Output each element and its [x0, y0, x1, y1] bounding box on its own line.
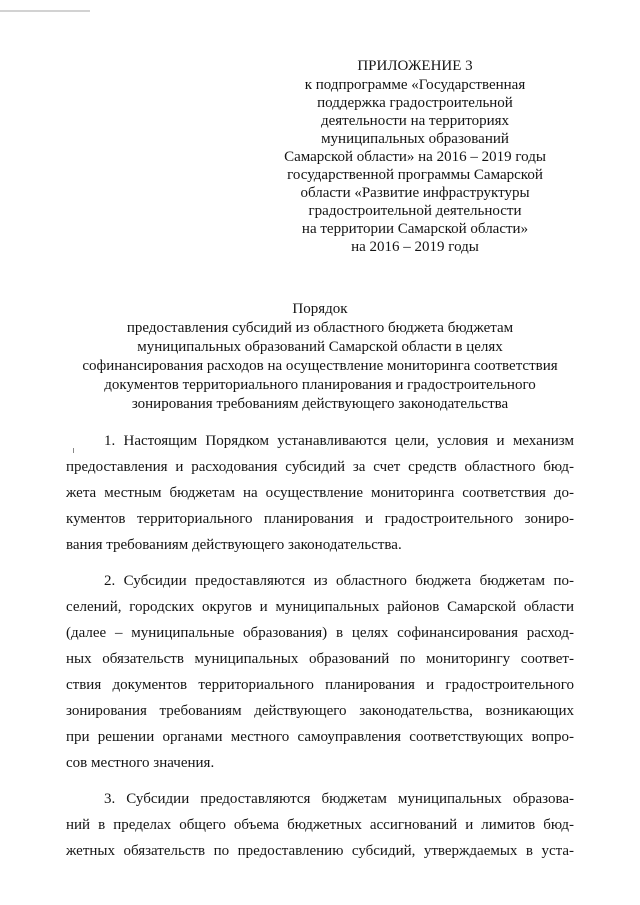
paragraph-line: (далее – муниципальные образования) в целях софинансирования расход-: [66, 625, 574, 641]
appendix-line: поддержка градостроительной: [317, 95, 513, 111]
appendix-line: градостроительной деятельности: [308, 203, 522, 219]
appendix-header: [270, 57, 560, 256]
appendix-line: к подпрограмме «Государственная: [304, 77, 526, 93]
paragraph-line: ний в пределах общего объема бюджетных ассигнований и лимитов бюд-: [66, 817, 574, 833]
appendix-line: государственной программы Самарской: [287, 167, 543, 183]
paragraph-line: ствия документов территориального планирования и градостроительного: [66, 677, 574, 693]
paragraph-line: при решении органами местного самоуправления соответствующих вопро-: [66, 729, 574, 745]
paragraph-3: [66, 786, 574, 864]
appendix-number: ПРИЛОЖЕНИЕ 3: [357, 58, 473, 74]
paragraph-line: вания требованиям действующего законодательства.: [66, 537, 402, 553]
paragraph-line: кументов территориального планирования и градостроительного зониро-: [66, 511, 574, 527]
scan-edge-mark: [0, 0, 90, 11]
title-line: софинансирования расходов на осуществление мониторинга соответствия: [82, 358, 558, 374]
paragraph-line: сов местного значения.: [66, 755, 215, 771]
paragraph-line: 3. Субсидии предоставляются бюджетам муниципальных образова-: [104, 791, 574, 807]
appendix-line: на 2016 – 2019 годы: [351, 239, 479, 255]
paragraph-line: селений, городских округов и муниципальных районов Самарской области: [66, 599, 574, 615]
appendix-line: деятельности на территориях: [320, 113, 510, 129]
title-line: зонирования требованиям действующего законодательства: [131, 396, 509, 412]
title-line: муниципальных образований Самарской области в целях: [137, 339, 503, 355]
appendix-line: области «Развитие инфраструктуры: [300, 185, 530, 201]
paragraph-line: жетных обязательств по предоставлению субсидий, утверждаемых в уста-: [66, 843, 574, 859]
document-body: [66, 428, 574, 874]
paragraph-line: жета местным бюджетам на осуществление мониторинга соответствия до-: [66, 485, 574, 501]
paragraph-line: предоставления и расходования субсидий за счет средств областного бюд-: [66, 459, 574, 475]
title-heading: Порядок: [292, 301, 348, 317]
document-title: [60, 300, 580, 414]
paragraph-line: 1. Настоящим Порядком устанавливаются цели, условия и механизм: [104, 433, 574, 449]
appendix-line: на территории Самарской области»: [301, 221, 529, 237]
paragraph-line: ных обязательств муниципальных образований по мониторингу соответ-: [66, 651, 574, 667]
title-line: документов территориального планирования и градостроительного: [104, 377, 536, 393]
paragraph-line: 2. Субсидии предоставляются из областного бюджета бюджетам по-: [104, 573, 574, 589]
title-line: предоставления субсидий из областного бюджета бюджетам: [126, 320, 514, 336]
appendix-line: Самарской области» на 2016 – 2019 годы: [284, 149, 546, 165]
appendix-line: муниципальных образований: [321, 131, 509, 147]
paragraph-2: [66, 568, 574, 776]
paragraph-line: зонирования требованиям действующего законодательства, возникающих: [66, 703, 574, 719]
paragraph-1: [66, 428, 574, 558]
